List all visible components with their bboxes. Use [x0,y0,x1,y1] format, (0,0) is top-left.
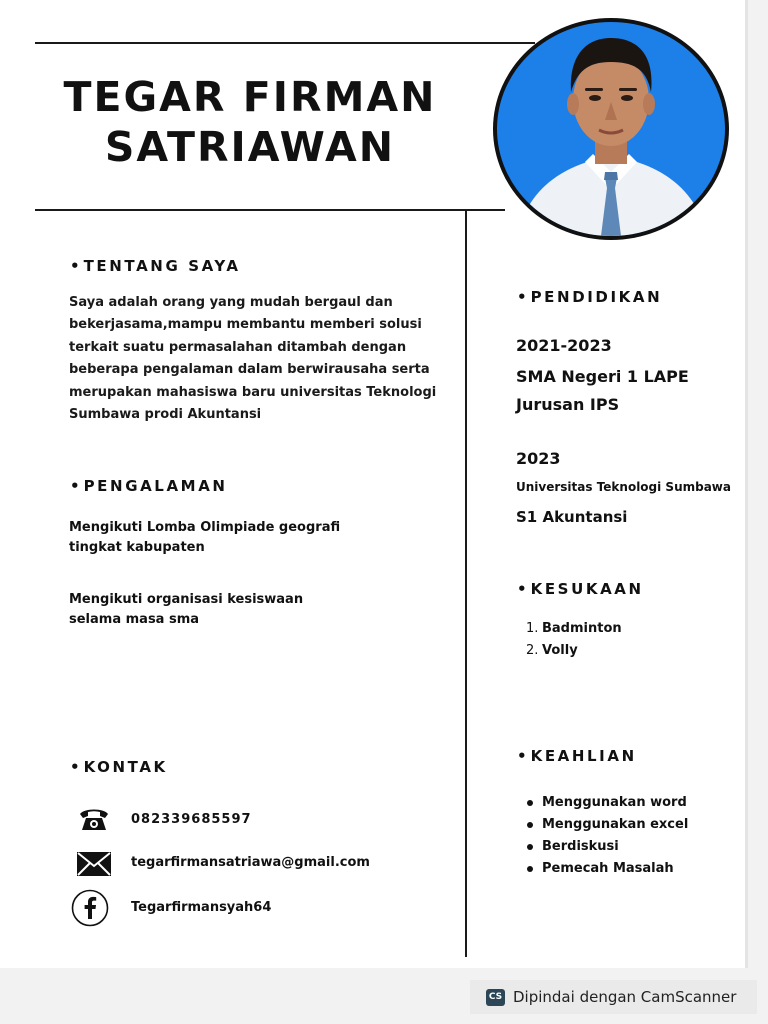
skills-heading-text: KEAHLIAN [530,747,637,765]
list-item: Menggunakan excel [516,814,688,836]
name-line-2: SATRIAWAN [104,123,396,171]
education-years: 2023 [516,449,561,468]
list-item: Menggunakan word [516,792,688,814]
education-detail: S1 Akuntansi [516,508,628,526]
hobbies-heading [517,580,644,598]
email-address[interactable]: tegarfirmansatriawa@gmail.com [131,855,370,870]
experience-line: selama masa sma [69,612,200,627]
bullet-dot: • [517,288,527,306]
column-divider [465,210,467,957]
list-item [516,640,622,662]
hobbies-list [516,618,622,662]
about-line: Saya adalah orang yang mudah bergaul dan [69,295,393,310]
list-item [516,618,622,640]
camscanner-footer [470,980,757,1014]
experience-line: Mengikuti Lomba Olimpiade geografi [69,520,341,535]
facebook-icon [71,889,109,931]
bullet-dot: • [70,257,80,275]
education-years: 2021-2023 [516,336,612,355]
phone-icon [78,806,110,836]
list-number: 1. [526,621,539,636]
experience-line: Mengikuti organisasi kesiswaan [69,592,304,607]
education-detail: Jurusan IPS [516,395,620,414]
contact-heading-text: KONTAK [83,758,168,776]
bullet-dot: • [70,758,80,776]
experience-heading [70,477,228,495]
name-line-1: TEGAR FIRMAN [63,73,437,121]
header-top-rule [35,42,535,44]
list-item: Pemecah Masalah [516,858,688,880]
hobbies-heading-text: KESUKAAN [530,580,644,598]
experience-item [69,590,303,630]
education-heading-text: PENDIDIKAN [530,288,663,306]
profile-photo [493,18,729,240]
header-bottom-rule [35,209,505,211]
skills-heading [517,747,637,765]
skills-list [516,792,688,880]
experience-heading-text: PENGALAMAN [83,477,228,495]
bullet-dot: • [517,747,527,765]
list-item: Berdiskusi [516,836,688,858]
bullet-dot: • [70,477,80,495]
contact-heading [70,758,168,776]
about-line: bekerjasama,mampu membantu memberi solusi [69,317,422,333]
education-school: SMA Negeri 1 LAPE [516,367,689,386]
mail-icon [77,852,111,880]
facebook-handle[interactable]: Tegarfirmansyah64 [131,900,272,915]
camscanner-logo-icon: CS [486,989,505,1006]
phone-number[interactable]: 082339685597 [131,812,252,827]
resume-name [35,72,465,172]
hobby-label: Badminton [542,621,622,636]
about-heading-text: TENTANG SAYA [83,257,241,275]
about-line: merupakan mahasiswa baru universitas Teknologi [69,384,437,400]
about-line: beberapa pengalaman dalam berwirausaha serta [69,362,430,378]
bullet-dot: • [517,580,527,598]
list-number: 2. [526,643,539,658]
hobby-label: Volly [542,643,578,658]
experience-item [69,518,340,558]
page-edge [745,0,748,968]
about-heading [70,257,241,275]
about-line: terkait suatu permasalahan ditambah dengan [69,339,407,355]
experience-line: tingkat kabupaten [69,540,205,555]
education-heading [517,288,662,306]
about-text [69,292,449,426]
camscanner-text: Dipindai dengan CamScanner [513,988,737,1006]
about-line: Sumbawa prodi Akuntansi [69,407,262,423]
education-school: Universitas Teknologi Sumbawa [516,480,731,494]
